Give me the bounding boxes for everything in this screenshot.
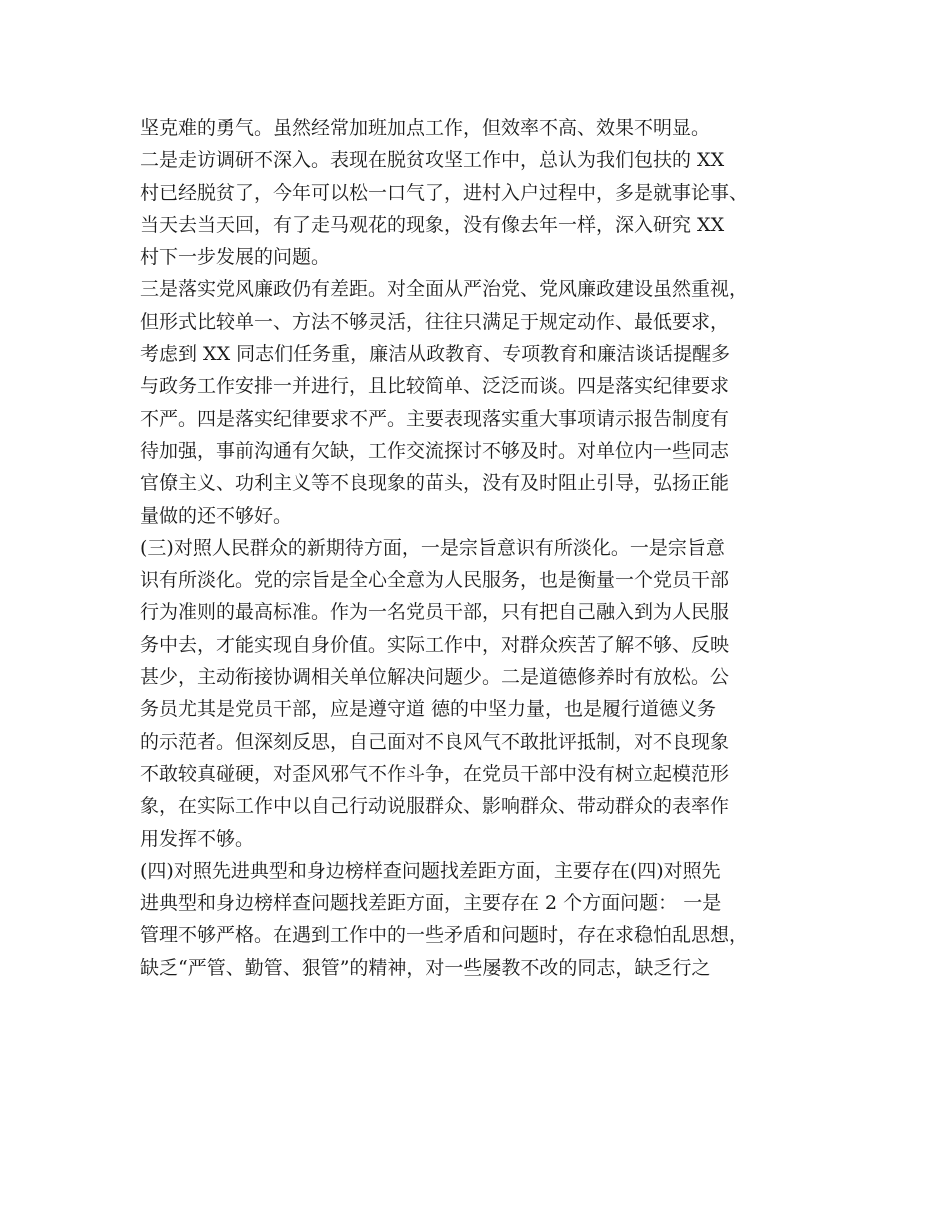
text-line: 务中去，才能实现自身价值。实际工作中，对群众疾苦了解不够、反映 [140,633,730,656]
text-line: 的示范者。但深刻反思，自己面对不良风气不敢批评抵制，对不良现象 [140,730,730,753]
text-line: 识有所淡化。党的宗旨是全心全意为人民服务，也是衡量一个党员干部 [140,569,730,592]
text-line: 甚少，主动衔接协调相关单位解决问题少。二是道德修养时有放松。公 [140,666,730,689]
document-text [140,112,840,984]
text-line: 考虑到 XX 同志们任务重，廉洁从政教育、专项教育和廉洁谈话提醒多 [140,343,731,366]
text-line: 管理不够严格。在遇到工作中的一些矛盾和问题时，存在求稳怕乱思想， [140,924,749,947]
text-line: 缺乏“严管、勤管、狠管”的精神，对一些屡教不改的同志，缺乏行之 [140,956,711,979]
text-line: 当天去当天回，有了走马观花的现象，没有像去年一样，深入研究 XX [140,213,725,236]
text-line: 不严。四是落实纪律要求不严。主要表现落实重大事项请示报告制度有 [140,407,730,430]
text-line: 象，在实际工作中以自己行动说服群众、影响群众、带动群众的表率作 [140,795,730,818]
text-line: 村下一步发展的问题。 [140,246,331,269]
text-line: (三)对照人民群众的新期待方面，一是宗旨意识有所淡化。一是宗旨意 [140,536,725,559]
text-line: 不敢较真碰硬，对歪风邪气不作斗争，在党员干部中没有树立起模范形 [140,762,730,785]
text-line: 行为准则的最高标准。作为一名党员干部，只有把自己融入到为人民服 [140,601,730,624]
text-line: 待加强，事前沟通有欠缺，工作交流探讨不够及时。对单位内一些同志 [140,439,730,462]
text-line: 官僚主义、功利主义等不良现象的苗头，没有及时阻止引导，弘扬正能 [140,472,730,495]
text-line: 村已经脱贫了，今年可以松一口气了，进村入户过程中，多是就事论事、 [140,181,749,204]
text-line: 务员尤其是党员干部，应是遵守道 德的中坚力量，也是履行道德义务 [140,698,717,721]
text-line: 用发挥不够。 [140,827,255,850]
text-line: 三是落实党风廉政仍有差距。对全面从严治党、党风廉政建设虽然重视， [140,278,749,301]
text-line: 坚克难的勇气。虽然经常加班加点工作，但效率不高、效果不明显。 [140,117,711,139]
text-line: 但形式比较单一、方法不够灵活，往往只满足于规定动作、最低要求， [140,310,730,333]
text-line: 量做的还不够好。 [140,504,293,527]
text-line: (四)对照先进典型和身边榜样查问题找差距方面，主要存在(四)对照先 [140,859,721,882]
text-line: 二是走访调研不深入。表现在脱贫攻坚工作中，总认为我们包扶的 XX [140,149,725,172]
text-line: 进典型和身边榜样查问题找差距方面，主要存在 2 个方面问题： 一是 [140,892,722,915]
text-line: 与政务工作安排一并进行，且比较简单、泛泛而谈。四是落实纪律要求 [140,375,730,398]
